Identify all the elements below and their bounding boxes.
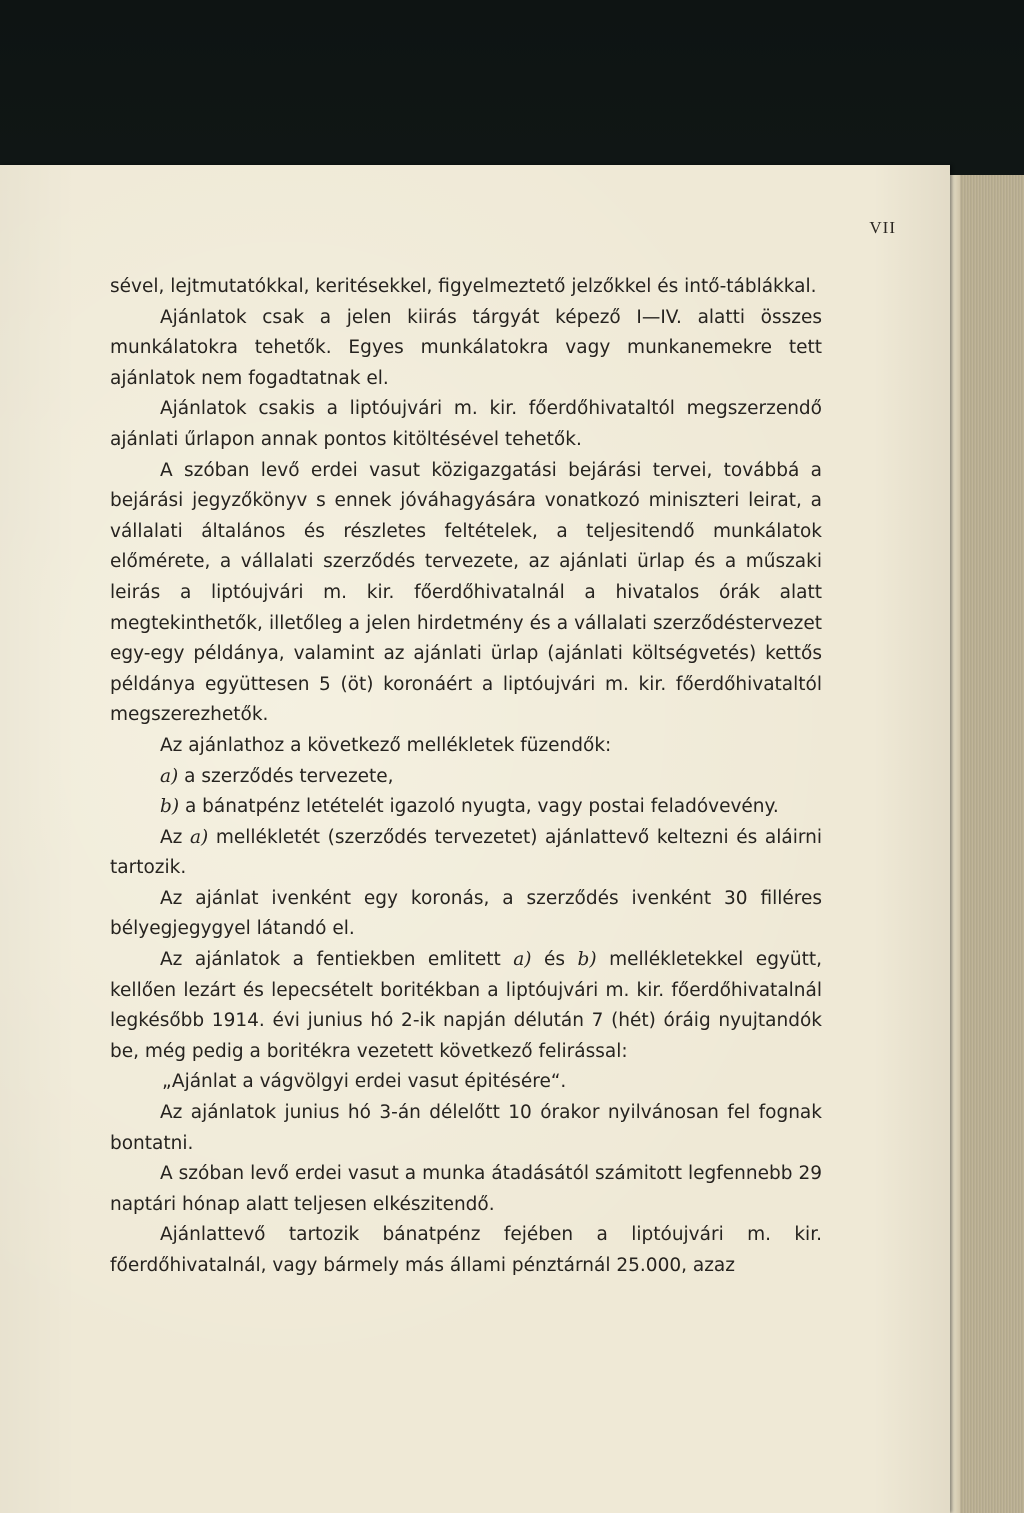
paragraph-attachment-a-sign <box>110 823 822 884</box>
paragraph-opening: Az ajánlatok junius hó 3-án délelőtt 10 órakor nyilvánosan fel fognak bontatni. <box>110 1102 822 1154</box>
page-number: VII <box>869 218 896 237</box>
ref-text: mellékletét (szerződés tervezetet) ajánlattevő keltezni és aláirni tartozik. <box>110 826 822 879</box>
paragraph-submission <box>110 945 822 1067</box>
sub-marker-a: a) <box>513 949 532 971</box>
body-text <box>110 272 822 1282</box>
paragraph-offers-scope: Ajánlatok csak a jelen kiirás tárgyát képező I—IV. alatti összes munkálatokra tehetők. Egyes munkálatokra vagy munkanemekre tett ajánlatok nem fogadtatnak el. <box>110 306 822 389</box>
paragraph-offer-form: Ajánlatok csakis a liptóujvári m. kir. főerdőhivataltól megszerzendő ajánlati űrlapon annak pontos kitöltésével tehetők. <box>110 398 822 450</box>
sub-mid: és <box>544 949 566 971</box>
list-marker-b: b) <box>160 796 180 818</box>
paragraph-attachments-intro: Az ajánlathoz a következő mellékletek füzendők: <box>160 734 612 756</box>
sub-text: mellékletekkel együtt, kellően lezárt és lepecsételt boritékban a liptóujvári m. kir. főerdőhivatalnál legkésőbb 1914. évi junius hó 2-ik napján délután 7 (hét) óráig nyujtandók be, még pedig a boritékra vezetett következő felirással: <box>110 949 822 1062</box>
ref-marker-a: a) <box>190 826 209 848</box>
list-item-a <box>110 762 822 793</box>
ref-before: Az <box>160 826 183 848</box>
paragraph-stamps: Az ajánlat ivenként egy koronás, a szerződés ivenként 30 filléres bélyegjegygyel látandó el. <box>110 887 822 940</box>
book-page-edges <box>950 175 1024 1513</box>
paragraph-completion: A szóban levő erdei vasut a munka átadásától számitott legfennebb 29 naptári hónap alatt teljesen elkészitendő. <box>110 1163 822 1215</box>
paragraph-deposit: Ajánlattevő tartozik bánatpénz fejében a liptóujvári m. kir. főerdőhivatalnál, vagy bármely más állami pénztárnál 25.000, azaz <box>110 1224 822 1276</box>
list-item-a-text: a szerződés tervezete, <box>184 765 394 787</box>
paragraph-continuation: sével, lejtmutatókkal, keritésekkel, figyelmeztető jelzőkkel és intő-táblákkal. <box>110 276 817 297</box>
list-marker-a: a) <box>160 765 179 787</box>
sub-before: Az ajánlatok a fentiekben emlitett <box>160 949 501 971</box>
sub-marker-b: b) <box>577 949 597 971</box>
list-item-b <box>110 792 822 823</box>
list-item-b-text: a bánatpénz letételét igazoló nyugta, vagy postai feladóvevény. <box>184 796 779 818</box>
paragraph-documents: A szóban levő erdei vasut közigazgatási bejárási tervei, továbbá a bejárási jegyzőkönyv s ennek jóváhagyására vonatkozó miniszteri leirat, a vállalati általános és részletes feltételek, a teljesitendő munkálatok előmérete, a vállalati szerződés tervezete, az ajánlati ürlap és a műszaki leirás a liptóujvári m. kir. főerdőhivatalnál a hivatalos órák alatt megtekinthetők, illetőleg a jelen hirdetmény és a vállalati szerződéstervezet egy-egy példánya, valamint az ajánlati ürlap (ajánlati költségvetés) kettős példánya együttesen 5 (öt) koronáért a liptóujvári m. kir. főerdőhivataltól megszerezhetők. <box>110 459 822 726</box>
envelope-inscription: „Ajánlat a vágvölgyi erdei vasut épitésére“. <box>162 1071 567 1093</box>
